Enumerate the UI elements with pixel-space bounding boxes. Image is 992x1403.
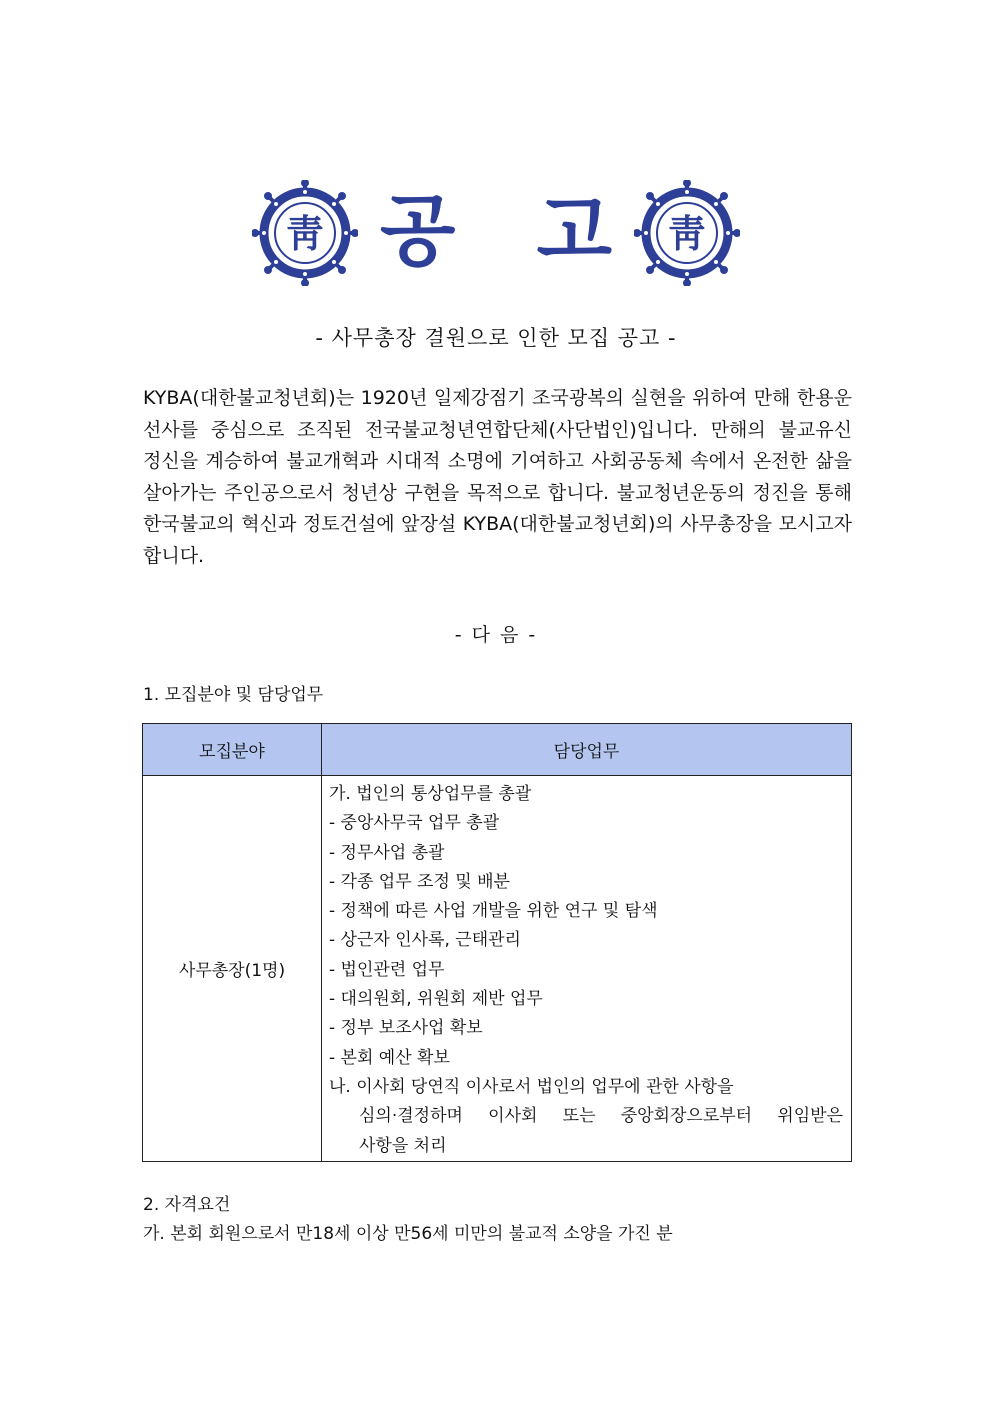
section-2-title: 2. 자격요건 xyxy=(143,1195,231,1215)
table-row xyxy=(143,776,852,1162)
intro-paragraph xyxy=(143,383,852,572)
duty-item: - 법인관련 업무 xyxy=(329,959,445,980)
table-header-row xyxy=(143,724,852,776)
section-divider-heading: - 다 음 - xyxy=(454,624,538,646)
recruitment-table xyxy=(142,723,852,1162)
table-header-field: 모집분야 xyxy=(143,724,322,776)
duty-item: - 정책에 따른 사업 개발을 위한 연구 및 탐색 xyxy=(329,901,658,922)
duty-item: - 대의원회, 위원회 제반 업무 xyxy=(329,989,543,1010)
position-cell: 사무총장(1명) xyxy=(143,776,322,1162)
duty-item: - 본회 예산 확보 xyxy=(329,1047,450,1068)
duty-item: 나. 이사회 당연직 이사로서 법인의 업무에 관한 사항을 xyxy=(329,1076,734,1097)
dharma-wheel-emblem-icon xyxy=(252,180,358,286)
requirement-item: 가. 본회 회원으로서 만18세 이상 만56세 미만의 불교적 소양을 가진 분 xyxy=(143,1224,673,1244)
intro-line: 정신을 계승하여 불교개혁과 시대적 소명에 기여하고 사회공동체 속에서 온전한 삶을 xyxy=(143,450,852,472)
duty-item-continuation: 사항을 처리 xyxy=(359,1135,447,1156)
notice-subtitle: - 사무총장 결원으로 인한 모집 공고 - xyxy=(315,326,677,350)
intro-line: 한국불교의 혁신과 정토건설에 앞장설 KYBA(대한불교청년회)의 사무총장을 모시고자 xyxy=(143,513,852,535)
intro-line: KYBA(대한불교청년회)는 1920년 일제강점기 조국광복의 실현을 위하여 만해 한용운 xyxy=(143,387,852,409)
intro-line: 선사를 중심으로 조직된 전국불교청년연합단체(사단법인)입니다. 만해의 불교유신 xyxy=(143,418,852,441)
duty-item: - 정무사업 총괄 xyxy=(329,842,445,863)
banner-title-char-1: 공 xyxy=(380,187,456,277)
section-1-title: 1. 모집분야 및 담당업무 xyxy=(143,685,324,705)
duty-item-continuation: 심의·결정하며 이사회 또는 중앙회장으로부터 위임받은 xyxy=(359,1106,843,1127)
dharma-wheel-emblem-icon xyxy=(634,180,740,286)
intro-line: 합니다. xyxy=(143,544,205,567)
emblem-char: 靑 xyxy=(285,212,325,256)
duty-item: - 중앙사무국 업무 총괄 xyxy=(329,813,500,834)
duty-item: 가. 법인의 통상업무를 총괄 xyxy=(329,784,532,804)
emblem-char: 靑 xyxy=(667,212,707,256)
intro-line: 살아가는 주인공으로서 청년상 구현을 목적으로 합니다. 불교청년운동의 정진을 통해 xyxy=(143,481,852,504)
banner-title-char-2: 고 xyxy=(536,187,612,277)
duty-item: - 상근자 인사록, 근태관리 xyxy=(329,930,521,951)
duty-item: - 각종 업무 조정 및 배분 xyxy=(329,871,510,892)
table-header-duties: 담당업무 xyxy=(322,724,852,776)
duties-cell xyxy=(322,776,852,1162)
banner-title xyxy=(380,182,612,282)
header-banner xyxy=(0,180,992,286)
duty-item: - 정부 보조사업 확보 xyxy=(329,1018,483,1039)
